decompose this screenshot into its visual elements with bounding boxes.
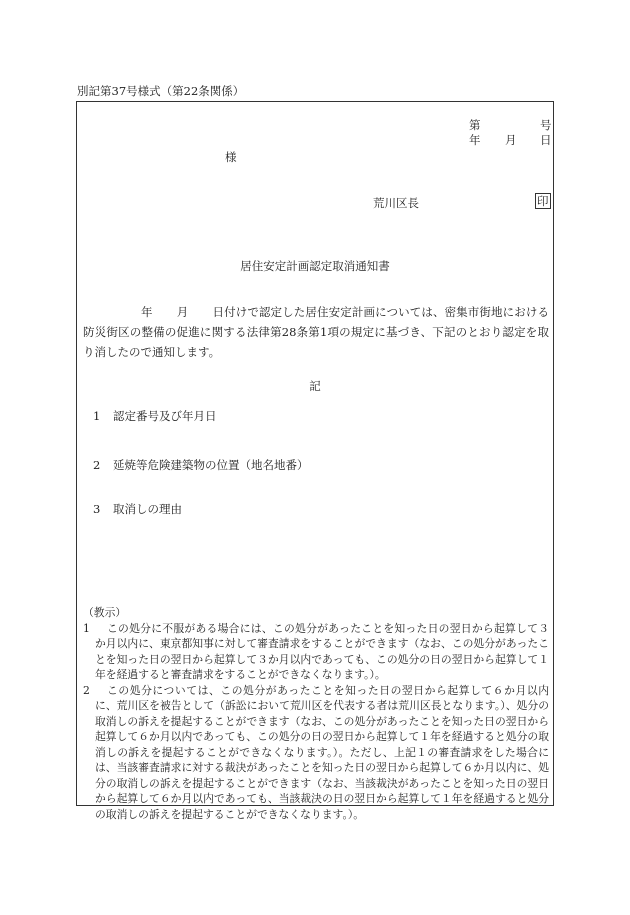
instruction-block — [83, 605, 549, 822]
item-building-location: 2 延焼等危険建築物の位置（地名地番） — [93, 458, 309, 472]
instruction-heading: （教示） — [83, 606, 127, 619]
document-title: 居住安定計画認定取消通知書 — [240, 259, 390, 273]
body-text: 日付けで認定した居住安定計画については、密集市街地における防災街区の整備の促進に関する法律第28条第1項の規定に基づき、下記のとおり認定を取り消したので通知します。 — [83, 305, 549, 359]
number-prefix: 第 — [469, 118, 481, 132]
date-day: 日 — [540, 133, 552, 147]
item-certification-number: 1 認定番号及び年月日 — [93, 409, 217, 423]
form-title: 別記第37号様式（第22条関係） — [77, 84, 245, 98]
ki-heading: 記 — [309, 379, 321, 393]
addressee-suffix: 様 — [225, 150, 237, 164]
date-year: 年 — [469, 133, 481, 147]
number-suffix: 号 — [540, 118, 552, 132]
body-date-year: 年 — [141, 305, 153, 319]
body-paragraph — [83, 302, 549, 362]
date-month: 月 — [505, 133, 517, 147]
issuer-name: 荒川区長 — [373, 196, 419, 210]
body-date-month: 月 — [176, 305, 189, 319]
instruction-item: 1 この処分に不服がある場合には、この処分があったことを知った日の翌日から起算して３か月以内に、東京都知事に対して審査請求をすることができます（なお、この処分があったことを知った日の翌日から起算して３か月以内であっても、この処分の日の翌日から起算して１年を経過すると審査請求をすることができなくなります。）。 — [83, 621, 549, 681]
seal-mark: 印 — [537, 194, 549, 208]
instruction-item: 2 この処分については、この処分があったことを知った日の翌日から起算して６か月以内に、荒川区を被告として（訴訟において荒川区を代表する者は荒川区長となります。）、処分の取消しの訴えを提起することができます（なお、この処分があったことを知った日の翌日から起算して６か月以内であっても、この処分の日の翌日から起算して１年を経過すると処分の取消しの訴えを提起することができなくなります。）。ただし、上記１の審査請求をした場合には、当該審査請求に対する裁決があったことを知った日の翌日から起算して６か月以内に、処分の取消しの訴えを提起することができます（なお、当該裁決があったことを知った日の翌日から起算して６か月以内であっても、当該裁決の日の翌日から起算して１年を経過すると処分の取消しの訴えを提起することができなくなります。）。 — [83, 683, 549, 821]
item-cancellation-reason: 3 取消しの理由 — [93, 502, 182, 516]
